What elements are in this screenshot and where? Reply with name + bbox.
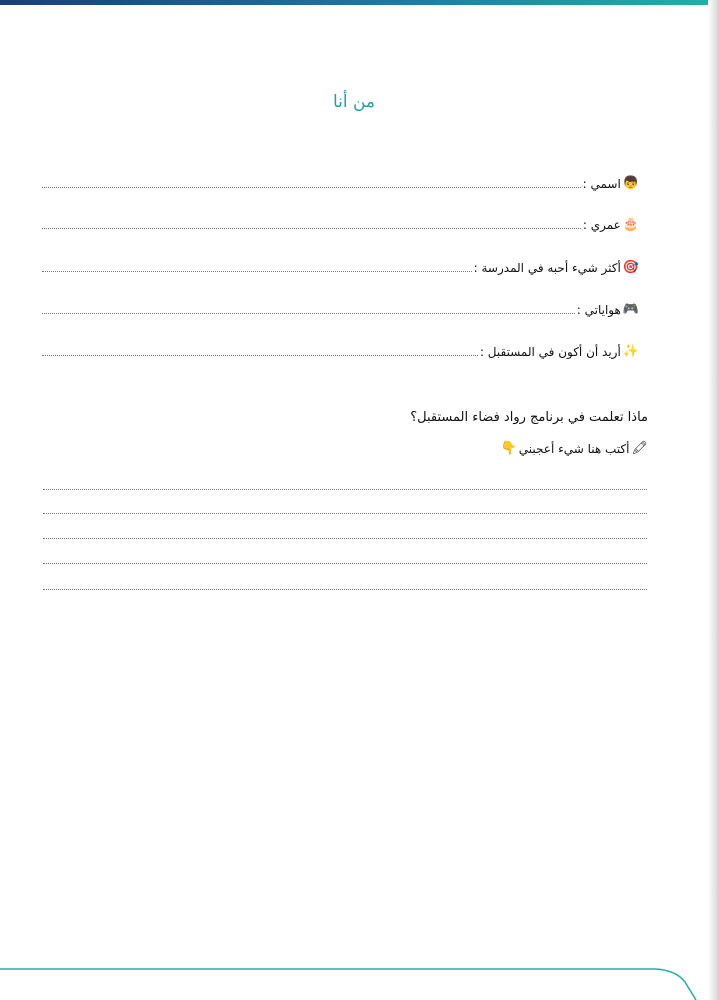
field-name-line[interactable] — [42, 187, 581, 188]
field-hobbies-label: هواياتي : — [576, 303, 621, 317]
field-hobbies-row — [42, 298, 639, 318]
field-favorite-school-thing-row — [42, 256, 639, 276]
field-age-line[interactable] — [42, 228, 581, 229]
pointing-down-icon: 👇 — [500, 441, 517, 456]
learning-question: ماذا تعلمت في برنامج رواد فضاء المستقبل؟ — [410, 410, 648, 425]
field-hobbies-line[interactable] — [42, 313, 575, 314]
answer-line[interactable] — [43, 589, 647, 590]
answer-line[interactable] — [43, 513, 647, 514]
boy-icon: 👦 — [622, 176, 639, 191]
field-future-label: أريد أن أكون في المستقبل : — [479, 345, 621, 359]
birthday-cake-icon: 🎂 — [622, 217, 639, 232]
field-name-row — [42, 172, 639, 192]
field-future-line[interactable] — [42, 355, 478, 356]
game-controller-icon: 🎮 — [622, 302, 639, 317]
sparkles-icon: ✨ — [622, 344, 639, 359]
write-prompt — [501, 441, 648, 457]
field-future-row — [42, 340, 639, 360]
top-frame-bar — [0, 0, 708, 5]
field-age-label: عمري : — [582, 218, 621, 232]
field-name-label: اسمي : — [582, 177, 621, 191]
target-icon: 🎯 — [622, 260, 639, 275]
answer-line[interactable] — [43, 538, 647, 539]
page-edge-shadow — [708, 0, 719, 1000]
write-prompt-text: أكتب هنا شيء أعجبني — [518, 442, 630, 456]
field-favorite-school-thing-line[interactable] — [42, 271, 472, 272]
answer-line[interactable] — [43, 489, 647, 490]
crayon-icon: 🖍 — [631, 441, 648, 456]
answer-line[interactable] — [43, 563, 647, 564]
field-age-row — [42, 213, 639, 233]
bottom-frame-band — [0, 960, 719, 1000]
field-favorite-school-thing-label: أكثر شيء أحبه في المدرسة : — [473, 261, 621, 275]
page-title: من أنا — [332, 92, 376, 112]
